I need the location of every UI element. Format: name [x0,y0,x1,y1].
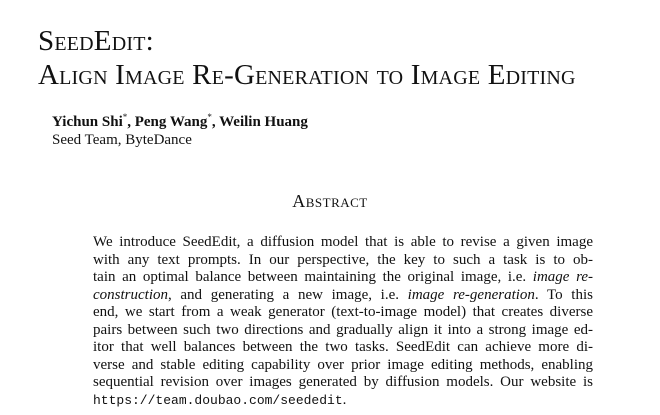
title-line-2: Align Image Re-Generation to Image Editing [38,59,576,91]
abstract-line: verse and stable editing capability over prior image editing methods, enabling [93,356,593,373]
italic-term: image re- [532,269,594,285]
abstract-line: itor that well balances between the two tasks. SeedEdit can achieve more di- [93,339,593,355]
paper-title [38,24,576,92]
author-list: Yichun Shi*, Peng Wang*, Weilin Huang [52,112,308,130]
equal-contribution-mark: * [207,112,212,122]
equal-contribution-mark: * [122,112,128,122]
website-link[interactable]: https://team.doubao.com/seededit [93,392,343,408]
abstract-line: construction, and generating a new image, i.e. image re-generation. To this [93,286,593,303]
abstract-line: We introduce SeedEdit, a diffusion model that is able to revise a given image [93,234,593,250]
title-line-1: SeedEdit: [38,25,154,57]
author-name: Yichun Shi [52,114,123,130]
abstract-line: tain an optimal balance between maintaining the original image, i.e. image re- [93,269,594,285]
abstract-line: pairs between such two directions and gradually align it into a strong image ed- [93,321,593,338]
abstract-heading: Abstract [292,191,368,211]
italic-term: image re-generation [407,286,535,303]
abstract-line: https://team.doubao.com/seededit. [93,391,347,408]
affiliation: Seed Team, ByteDance [52,132,192,148]
abstract-body [93,234,593,409]
author-name: Peng Wang [134,114,208,130]
abstract-line: with any text prompts. In our perspective, the key to such a task is to ob- [93,251,593,268]
author-name: Weilin Huang [219,114,308,130]
abstract-line: end, we start from a weak generator (text-to-image model) that creates diverse [93,304,593,320]
abstract-line: sequential revision over images generated by diffusion models. Our website is [93,374,593,390]
italic-term: construction [93,286,168,303]
